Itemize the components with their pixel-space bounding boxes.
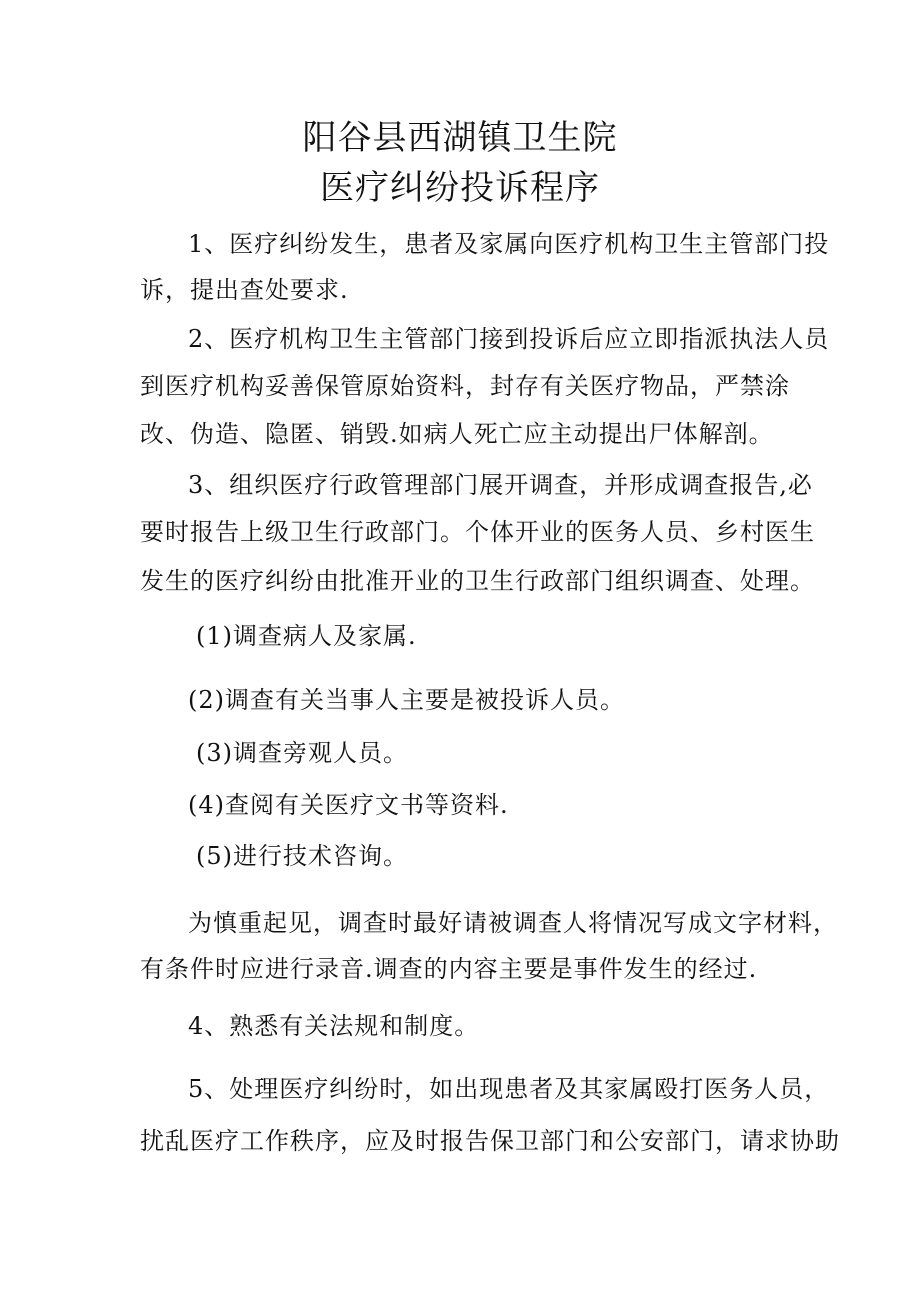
paragraph-line: 发生的医疗纠纷由批准开业的卫生行政部门组织调查、处理。 bbox=[140, 567, 815, 595]
paragraph-line: 有条件时应进行录音.调查的内容主要是事件发生的经过. bbox=[140, 955, 758, 983]
paragraph-line: 1、医疗纠纷发生，患者及家属向医疗机构卫生主管部门投 bbox=[188, 230, 830, 258]
paragraph-line: 5、处理医疗纠纷时，如出现患者及其家属殴打医务人员， bbox=[188, 1075, 830, 1103]
list-item: (5)进行技术咨询。 bbox=[196, 842, 408, 870]
paragraph-line: 到医疗机构妥善保管原始资料，封存有关医疗物品，严禁涂 bbox=[140, 372, 790, 400]
paragraph-line: 2、医疗机构卫生主管部门接到投诉后应立即指派执法人员 bbox=[188, 325, 830, 353]
list-item: (4)查阅有关医疗文书等资料. bbox=[188, 791, 509, 819]
paragraph-line: 改、伪造、隐匿、销毁.如病人死亡应主动提出尸体解剖。 bbox=[140, 420, 774, 448]
paragraph-line: 为慎重起见，调查时最好请被调查人将情况写成文字材料， bbox=[188, 909, 838, 937]
document-title-procedure: 医疗纠纷投诉程序 bbox=[320, 168, 600, 208]
list-item: (2)调查有关当事人主要是被投诉人员。 bbox=[188, 686, 625, 714]
paragraph-line: 4、熟悉有关法规和制度。 bbox=[188, 1012, 480, 1040]
paragraph-line: 扰乱医疗工作秩序，应及时报告保卫部门和公安部门，请求协助 bbox=[140, 1127, 840, 1155]
paragraph-line: 诉，提出查处要求. bbox=[140, 276, 349, 304]
document-title-hospital: 阳谷县西湖镇卫生院 bbox=[302, 118, 618, 158]
paragraph-line: 要时报告上级卫生行政部门。个体开业的医务人员、乡村医生 bbox=[140, 518, 815, 546]
list-item: (3)调查旁观人员。 bbox=[196, 739, 408, 767]
paragraph-line: 3、组织医疗行政管理部门展开调查，并形成调查报告,必 bbox=[188, 471, 813, 499]
list-item: (1)调查病人及家属. bbox=[196, 622, 417, 650]
